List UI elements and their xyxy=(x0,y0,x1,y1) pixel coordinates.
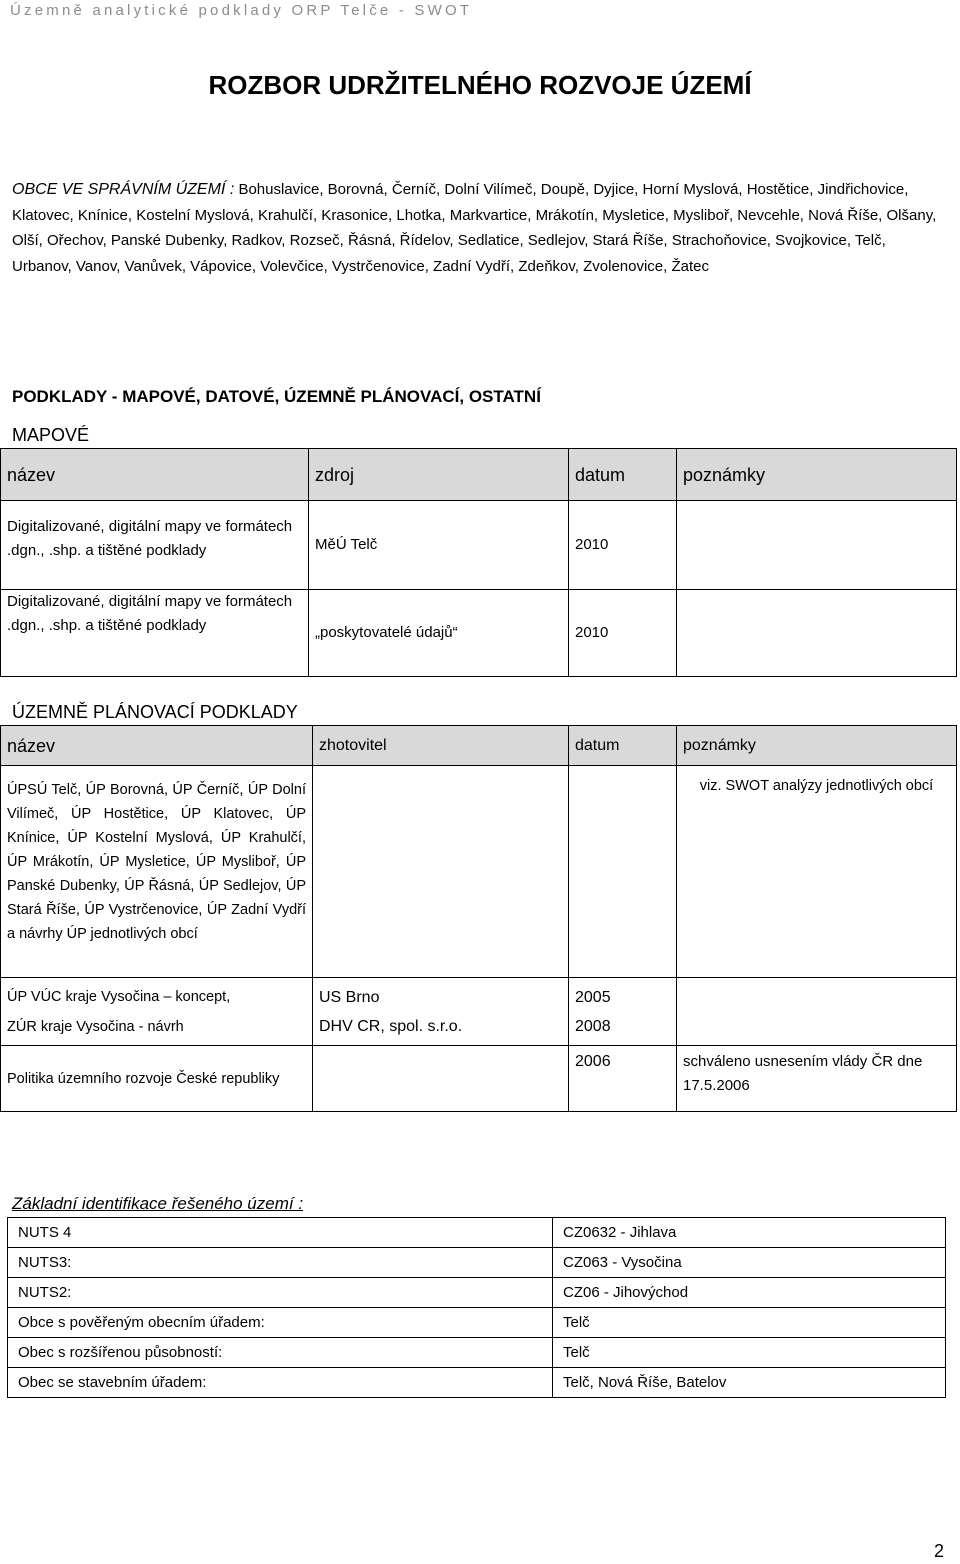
column-header: zdroj xyxy=(309,449,569,501)
cell-poznamky: schváleno usnesením vlády ČR dne 17.5.2006 xyxy=(677,1046,957,1112)
municipalities-paragraph xyxy=(12,177,947,279)
cell-datum xyxy=(569,978,677,1046)
ident-value: Telč xyxy=(553,1338,946,1368)
zhotovitel-line: DHV CR, spol. s.r.o. xyxy=(319,1017,463,1035)
municipalities-list: Bohuslavice, Borovná, Černíč, Dolní Vilímeč, Doupě, Dyjice, Horní Myslová, Hostětice, Jindřichovice, Klatovec, Knínice, Kostelní Myslová, Krahulčí, Krasonice, Lhotka, Markvartice, Mrákotín, Mysletice, Mysliboř, Nevcehle, Nová Říše, Olšany, Olší, Ořechov, Panské Dubenky, Radkov, Rozseč, Řásná, Řídelov, Sedlatice, Sedlejov, Stará Říše, Strachoňovice, Svojkovice, Telč, Urbanov, Vanov, Vanůvek, Vápovice, Volevčice, Vystrčenovice, Zadní Vydří, Zdeňkov, Zvolenovice, Žatec xyxy=(12,181,937,275)
cell-zhotovitel xyxy=(313,978,569,1046)
datum-line: 2008 xyxy=(575,1017,611,1035)
table-row xyxy=(8,1368,946,1398)
cell-zdroj: MěÚ Telč xyxy=(309,501,569,590)
ident-value: Telč xyxy=(553,1308,946,1338)
ident-label: NUTS2: xyxy=(8,1278,553,1308)
datum-line: 2005 xyxy=(575,988,611,1006)
municipalities-label: OBCE VE SPRÁVNÍM ÚZEMÍ : xyxy=(12,181,235,198)
cell-nazev: Politika územního rozvoje České republiky xyxy=(1,1046,313,1112)
cell-zdroj: „poskytovatelé údajů“ xyxy=(309,590,569,677)
table-row xyxy=(1,1046,957,1112)
column-header: název xyxy=(1,726,313,766)
cell-poznamky xyxy=(677,501,957,590)
column-header: datum xyxy=(569,726,677,766)
cell-datum: 2010 xyxy=(569,501,677,590)
nazev-line: ÚP VÚC kraje Vysočina – koncept, xyxy=(7,988,231,1005)
ident-label: NUTS 4 xyxy=(8,1218,553,1248)
column-header: poznámky xyxy=(677,449,957,501)
cell-nazev: Digitalizované, digitální mapy ve formátech .dgn., .shp. a tištěné podklady xyxy=(1,590,309,677)
zhotovitel-line: US Brno xyxy=(319,988,380,1006)
ident-value: CZ06 - Jihovýchod xyxy=(553,1278,946,1308)
cell-nazev: ÚPSÚ Telč, ÚP Borovná, ÚP Černíč, ÚP Dolní Vilímeč, ÚP Hostětice, ÚP Klatovec, ÚP Knínice, ÚP Kostelní Myslová, ÚP Krahulčí, ÚP Mrákotín, ÚP Mysletice, ÚP Mysliboř, ÚP Panské Dubenky, ÚP Řásná, ÚP Sedlejov, ÚP Stará Říše, ÚP Vystrčenovice, ÚP Zadní Vydří a návrhy ÚP jednotlivých obcí xyxy=(1,766,313,978)
column-header: poznámky xyxy=(677,726,957,766)
page-number: 2 xyxy=(933,1541,944,1561)
table-row xyxy=(8,1218,946,1248)
cell-poznamky: viz. SWOT analýzy jednotlivých obcí xyxy=(677,766,957,978)
column-header: název xyxy=(1,449,309,501)
table-row xyxy=(8,1278,946,1308)
document-header: Územně analytické podklady ORP Telče - SWOT xyxy=(10,2,473,19)
ident-value: Telč, Nová Říše, Batelov xyxy=(553,1368,946,1398)
table-row xyxy=(8,1248,946,1278)
table-row xyxy=(1,766,957,978)
ident-value: CZ0632 - Jihlava xyxy=(553,1218,946,1248)
table-row xyxy=(8,1308,946,1338)
mapove-table xyxy=(0,448,957,677)
cell-datum: 2010 xyxy=(569,590,677,677)
nazev-line: ZÚR kraje Vysočina - návrh xyxy=(7,1018,184,1035)
mapove-header-row xyxy=(1,449,957,501)
column-header: zhotovitel xyxy=(313,726,569,766)
page-title: ROZBOR UDRŽITELNÉHO ROZVOJE ÚZEMÍ xyxy=(208,70,752,100)
ident-label: Obec se stavebním úřadem: xyxy=(8,1368,553,1398)
cell-poznamky xyxy=(677,978,957,1046)
ident-label: NUTS3: xyxy=(8,1248,553,1278)
cell-zhotovitel xyxy=(313,766,569,978)
uzemne-heading: ÚZEMNĚ PLÁNOVACÍ PODKLADY xyxy=(12,702,298,722)
cell-nazev xyxy=(1,978,313,1046)
uzemne-table xyxy=(0,725,957,1112)
ident-value: CZ063 - Vysočina xyxy=(553,1248,946,1278)
table-row xyxy=(1,501,957,590)
uzemne-header-row xyxy=(1,726,957,766)
cell-poznamky xyxy=(677,590,957,677)
table-row xyxy=(8,1338,946,1368)
cell-datum: 2006 xyxy=(569,1046,677,1112)
cell-zhotovitel xyxy=(313,1046,569,1112)
ident-label: Obec s rozšířenou působností: xyxy=(8,1338,553,1368)
identification-heading: Základní identifikace řešeného území : xyxy=(12,1194,304,1213)
cell-datum xyxy=(569,766,677,978)
podklady-heading: PODKLADY - MAPOVÉ, DATOVÉ, ÚZEMNĚ PLÁNOVACÍ, OSTATNÍ xyxy=(12,387,541,406)
table-row xyxy=(1,590,957,677)
table-row xyxy=(1,978,957,1046)
mapove-heading: MAPOVÉ xyxy=(12,425,90,445)
column-header: datum xyxy=(569,449,677,501)
cell-nazev: Digitalizované, digitální mapy ve formátech .dgn., .shp. a tištěné podklady xyxy=(1,501,309,590)
identification-table xyxy=(7,1217,946,1398)
ident-label: Obce s pověřeným obecním úřadem: xyxy=(8,1308,553,1338)
